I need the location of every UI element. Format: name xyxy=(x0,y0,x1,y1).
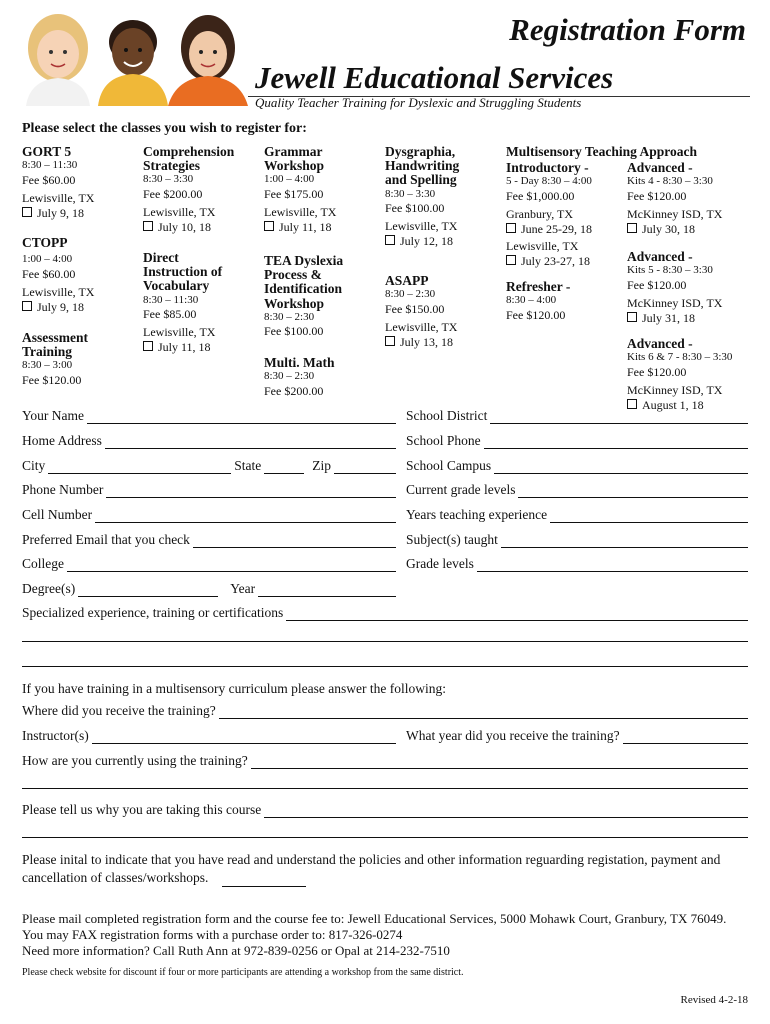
class-name: Advanced - xyxy=(627,249,693,264)
field-label: Years teaching experience xyxy=(406,507,548,522)
degree-year-field[interactable] xyxy=(22,581,396,597)
city-input[interactable] xyxy=(48,462,231,474)
checkbox-comprehension[interactable] xyxy=(143,221,153,231)
field-label: Subject(s) taught xyxy=(406,532,498,547)
year-input[interactable] xyxy=(258,585,396,597)
field-label: College xyxy=(22,556,64,571)
field-label: State xyxy=(234,458,262,473)
class-location: Lewisville, TX xyxy=(385,219,458,234)
checkbox-direct-instruction[interactable] xyxy=(143,341,153,351)
specialized-experience-input[interactable] xyxy=(286,609,748,621)
class-time: 8:30 – 3:30 xyxy=(385,187,436,200)
class-ctopp xyxy=(22,236,94,315)
field-label: Your Name xyxy=(22,408,85,423)
mail-instructions: Please mail completed registration form and the course fee to: Jewell Educational Services, 5000 Mohawk Court, Granbury, TX 76049. xyxy=(22,911,727,926)
class-name: Handwriting xyxy=(385,158,460,174)
school-district-field[interactable] xyxy=(406,408,748,424)
subjects-taught-input[interactable] xyxy=(501,536,748,548)
college-input[interactable] xyxy=(67,560,396,572)
class-name: ASAPP xyxy=(385,273,429,288)
field-label: Home Address xyxy=(22,433,102,448)
class-comprehension xyxy=(143,145,234,235)
class-name: Multi. Math xyxy=(264,355,335,370)
class-date-option[interactable]: July 30, 18 xyxy=(627,222,722,237)
your-name-input[interactable] xyxy=(87,412,396,424)
contact-info: Need more information? Call Ruth Ann at 972-839-0256 or Opal at 214-232-7510 xyxy=(22,943,450,958)
field-label: Please tell us why you are taking this course xyxy=(22,802,262,817)
class-time: 8:30 – 3:30 xyxy=(143,173,194,186)
class-date-option[interactable]: July 11, 18 xyxy=(143,340,222,355)
initial-statement xyxy=(22,851,748,887)
class-fee: Fee $120.00 xyxy=(627,188,687,203)
class-name: Refresher - xyxy=(506,279,571,294)
class-fee: Fee $175.00 xyxy=(264,187,324,202)
class-time: 8:30 – 11:30 xyxy=(143,293,199,306)
city-state-zip-field[interactable] xyxy=(22,458,396,474)
class-name: Training xyxy=(22,344,73,360)
training-usage-input[interactable] xyxy=(251,757,748,769)
class-fee: Fee $200.00 xyxy=(143,187,203,202)
class-location: Lewisville, TX xyxy=(506,238,579,253)
class-time: 8:30 – 2:30 xyxy=(264,370,315,383)
class-fee: Fee $120.00 xyxy=(506,307,566,322)
training-where-field[interactable] xyxy=(22,703,748,719)
company-name: Jewell Educational Services xyxy=(255,60,614,95)
class-dysgraphia xyxy=(385,145,459,249)
grade-levels-field[interactable] xyxy=(406,556,748,572)
class-time: Kits 6 & 7 - 8:30 – 3:30 xyxy=(627,351,733,364)
field-label: Zip xyxy=(312,458,332,473)
preferred-email-input[interactable] xyxy=(193,536,396,548)
field-label: School District xyxy=(406,408,488,423)
class-name: Advanced - xyxy=(627,160,693,175)
class-location: Lewisville, TX xyxy=(264,205,337,220)
specialized-experience-field[interactable] xyxy=(22,605,748,621)
class-mta-refresher xyxy=(506,280,570,323)
class-location: Lewisville, TX xyxy=(143,205,216,220)
class-fee: Fee $100.00 xyxy=(264,324,324,339)
class-fee: Fee $120.00 xyxy=(22,373,82,388)
discount-note: Please check website for discount if four or more participants are attending a workshop from the same district. xyxy=(22,967,464,978)
class-gort5 xyxy=(22,145,94,221)
class-fee: Fee $1,000.00 xyxy=(506,188,575,203)
children-photo xyxy=(18,8,248,106)
training-year-input[interactable] xyxy=(623,732,748,744)
checkbox-advanced-kits5[interactable] xyxy=(627,312,637,322)
reason-field[interactable] xyxy=(22,802,748,818)
zip-input[interactable] xyxy=(334,462,396,474)
class-tea-dyslexia xyxy=(264,254,343,339)
field-label: Current grade levels xyxy=(406,482,516,497)
class-grammar xyxy=(264,145,336,235)
class-direct-instruction xyxy=(143,251,222,355)
training-usage-line[interactable] xyxy=(22,788,748,789)
subjects-taught-field[interactable] xyxy=(406,532,748,548)
class-location: Lewisville, TX xyxy=(385,319,458,334)
class-mta-advanced-kits67 xyxy=(627,337,732,413)
initial-input[interactable] xyxy=(222,869,306,888)
class-time: 5 - Day 8:30 – 4:00 xyxy=(506,175,592,188)
class-location: Lewisville, TX xyxy=(22,284,95,299)
phone-number-field[interactable] xyxy=(22,482,396,498)
class-time: 8:30 – 4:00 xyxy=(506,294,557,307)
cell-number-input[interactable] xyxy=(95,511,396,523)
class-name: Comprehension xyxy=(143,144,235,159)
class-name: TEA Dyslexia xyxy=(264,253,344,268)
field-label: Preferred Email that you check xyxy=(22,532,190,547)
reason-line[interactable] xyxy=(22,837,748,838)
your-name-field[interactable] xyxy=(22,408,396,424)
class-date-option[interactable]: July 31, 18 xyxy=(627,311,722,326)
class-name: Instruction of xyxy=(143,264,223,280)
class-time: 8:30 – 2:30 xyxy=(264,310,315,323)
class-name: GORT 5 xyxy=(22,144,72,159)
specialized-experience-line[interactable] xyxy=(22,666,748,667)
class-name: Identification xyxy=(264,281,343,297)
field-label: Instructor(s) xyxy=(22,728,89,743)
phone-number-input[interactable] xyxy=(106,486,396,498)
class-time: 1:00 – 4:00 xyxy=(264,173,315,186)
class-name: CTOPP xyxy=(22,235,68,250)
class-name: Assessment xyxy=(22,330,88,345)
home-address-input[interactable] xyxy=(105,437,396,449)
class-name: Vocabulary xyxy=(143,278,210,294)
class-name: Workshop xyxy=(264,295,325,311)
school-phone-input[interactable] xyxy=(484,437,748,449)
field-label: Cell Number xyxy=(22,507,93,522)
reason-input[interactable] xyxy=(264,806,748,818)
field-label: School Phone xyxy=(406,433,481,448)
training-usage-field[interactable] xyxy=(22,753,748,769)
class-fee: Fee $60.00 xyxy=(22,172,76,187)
class-name: Workshop xyxy=(264,158,325,174)
class-date-option[interactable]: July 10, 18 xyxy=(143,220,234,235)
training-intro: If you have training in a multisensory curriculum please answer the following: xyxy=(22,681,447,696)
initial-text: Please inital to indicate that you have read and understand the policies and other information reguarding registation, payment and cancellation of classes/workshops. xyxy=(22,852,721,885)
class-name: and Spelling xyxy=(385,172,457,188)
class-name: Grammar xyxy=(264,144,323,159)
field-label: School Campus xyxy=(406,458,492,473)
checkbox-dysgraphia[interactable] xyxy=(385,235,395,245)
class-mta-advanced-kits4 xyxy=(627,161,722,237)
class-fee: Fee $85.00 xyxy=(143,307,197,322)
fax-instructions: You may FAX registration forms with a purchase order to: 817-326-0274 xyxy=(22,927,403,942)
class-assessment-training xyxy=(22,331,88,388)
home-address-field[interactable] xyxy=(22,433,396,449)
class-fee: Fee $200.00 xyxy=(264,383,324,398)
class-location: Lewisville, TX xyxy=(22,190,95,205)
checkbox-ctopp[interactable] xyxy=(22,301,32,311)
class-time: 8:30 – 11:30 xyxy=(22,159,78,172)
school-campus-input[interactable] xyxy=(494,462,748,474)
revision-date: Revised 4-2-18 xyxy=(680,994,748,1006)
class-date-option[interactable]: July 23-27, 18 xyxy=(506,254,592,269)
checkbox-gort5[interactable] xyxy=(22,207,32,217)
field-label: Degree(s) xyxy=(22,581,76,596)
field-label: Specialized experience, training or certifications xyxy=(22,605,284,620)
class-location: Lewisville, TX xyxy=(143,325,216,340)
class-location: McKinney ISD, TX xyxy=(627,295,723,310)
class-name: Advanced - xyxy=(627,336,693,351)
class-date-option[interactable]: July 11, 18 xyxy=(264,220,336,235)
class-multi-math xyxy=(264,356,335,399)
college-field[interactable] xyxy=(22,556,396,572)
checkbox-grammar[interactable] xyxy=(264,221,274,231)
instructors-field[interactable] xyxy=(22,728,396,744)
preferred-email-field[interactable] xyxy=(22,532,396,548)
specialized-experience-line[interactable] xyxy=(22,641,748,642)
training-year-field[interactable] xyxy=(406,728,748,744)
class-time: Kits 4 - 8:30 – 3:30 xyxy=(627,175,713,188)
multisensory-heading xyxy=(506,145,697,159)
school-campus-field[interactable] xyxy=(406,458,748,474)
grade-levels-input[interactable] xyxy=(477,560,748,572)
form-title: Registration Form xyxy=(509,12,746,47)
field-label: How are you currently using the training? xyxy=(22,753,248,768)
class-fee: Fee $60.00 xyxy=(22,266,76,281)
section-heading: Multisensory Teaching Approach xyxy=(506,144,698,159)
class-fee: Fee $150.00 xyxy=(385,301,445,316)
class-date-option[interactable]: August 1, 18 xyxy=(627,398,732,413)
checkbox-asapp[interactable] xyxy=(385,336,395,346)
years-teaching-field[interactable] xyxy=(406,507,748,523)
years-teaching-input[interactable] xyxy=(550,511,748,523)
class-name: Direct xyxy=(143,250,179,265)
field-label: Grade levels xyxy=(406,556,474,571)
class-date-option[interactable]: July 9, 18 xyxy=(22,206,94,221)
class-location: McKinney ISD, TX xyxy=(627,206,723,221)
class-fee: Fee $120.00 xyxy=(627,277,687,292)
school-phone-field[interactable] xyxy=(406,433,748,449)
class-name: Introductory - xyxy=(506,160,589,175)
field-label: Where did you receive the training? xyxy=(22,703,216,718)
field-label: Phone Number xyxy=(22,482,104,497)
class-name: Dysgraphia, xyxy=(385,144,456,159)
class-time: 8:30 – 3:00 xyxy=(22,359,73,372)
field-label: What year did you receive the training? xyxy=(406,728,620,743)
class-mta-introductory xyxy=(506,161,592,269)
class-location: McKinney ISD, TX xyxy=(627,382,723,397)
checkbox-mta-intro-lewisville[interactable] xyxy=(506,255,516,265)
instructors-input[interactable] xyxy=(92,732,396,744)
class-date-option[interactable]: July 12, 18 xyxy=(385,234,459,249)
class-name: Process & xyxy=(264,267,322,283)
state-input[interactable] xyxy=(264,462,304,474)
class-time: 1:00 – 4:00 xyxy=(22,253,73,266)
tagline: Quality Teacher Training for Dyslexic and Struggling Students xyxy=(255,95,582,110)
checkbox-mta-intro-granbury[interactable] xyxy=(506,223,516,233)
class-name: Strategies xyxy=(143,158,200,174)
school-district-input[interactable] xyxy=(490,412,748,424)
select-classes-instruction: Please select the classes you wish to register for: xyxy=(22,121,307,136)
field-label: City xyxy=(22,458,46,473)
class-mta-advanced-kits5 xyxy=(627,250,722,326)
current-grade-levels-input[interactable] xyxy=(518,486,748,498)
class-location: Granbury, TX xyxy=(506,206,573,221)
class-fee: Fee $120.00 xyxy=(627,364,687,379)
cell-number-field[interactable] xyxy=(22,507,396,523)
current-grade-levels-field[interactable] xyxy=(406,482,748,498)
degrees-input[interactable] xyxy=(78,585,218,597)
class-asapp xyxy=(385,274,457,350)
class-fee: Fee $100.00 xyxy=(385,201,445,216)
class-date-option[interactable]: July 13, 18 xyxy=(385,335,457,350)
checkbox-advanced-kits4[interactable] xyxy=(627,223,637,233)
class-date-option[interactable]: June 25-29, 18 xyxy=(506,222,592,237)
class-date-option[interactable]: July 9, 18 xyxy=(22,300,94,315)
training-where-input[interactable] xyxy=(219,707,748,719)
class-time: Kits 5 - 8:30 – 3:30 xyxy=(627,264,713,277)
field-label: Year xyxy=(230,581,256,596)
class-time: 8:30 – 2:30 xyxy=(385,288,436,301)
